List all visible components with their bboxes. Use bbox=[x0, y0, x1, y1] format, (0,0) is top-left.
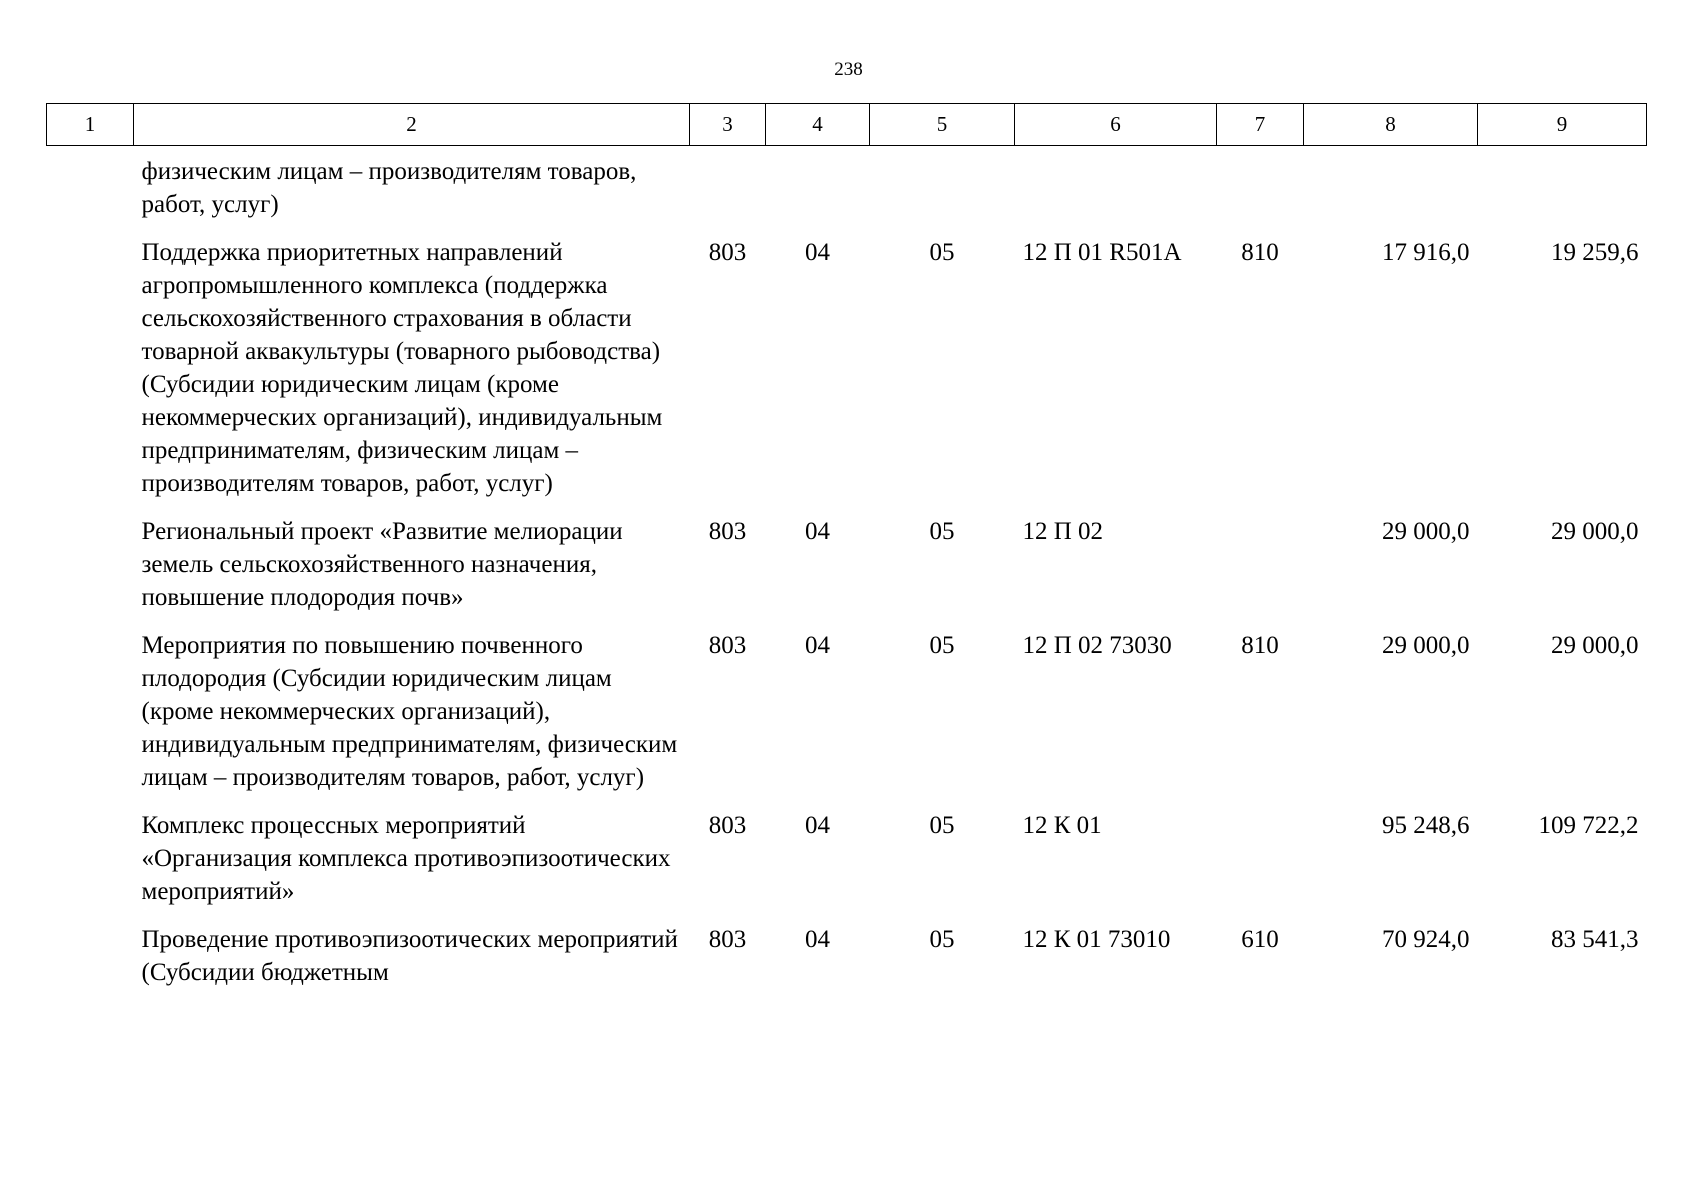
cell-subsection: 05 bbox=[929, 812, 955, 839]
cell-target-code bbox=[1015, 146, 1217, 237]
cell-col1 bbox=[47, 515, 134, 629]
cell-col1 bbox=[47, 809, 134, 923]
cell-grbs: 803 bbox=[708, 812, 747, 839]
table-row bbox=[47, 923, 1647, 1004]
cell-section: 04 bbox=[805, 812, 830, 839]
cell-amount-1: 29 000,0 bbox=[1382, 518, 1470, 545]
cell-section: 04 bbox=[805, 926, 830, 953]
cell-name: Региональный проект «Развитие мелиорации земель сельскохозяйственного назначения, повышение плодородия почв» bbox=[141, 518, 623, 611]
cell-amount-2: 19 259,6 bbox=[1551, 239, 1639, 266]
cell-grbs: 803 bbox=[708, 926, 747, 953]
cell-name: Поддержка приоритетных направлений агропромышленного комплекса (поддержка сельскохозяйственного страхования в области товарной аквакультуры (товарного рыбоводства) (Субсидии юридическим лицам (кроме некоммерческих организаций), индивидуальным предпринимателям, физическим лицам – производителям товаров, работ, услуг) bbox=[141, 239, 663, 497]
page-number: 238 bbox=[834, 59, 863, 80]
cell-amount-2: 29 000,0 bbox=[1551, 518, 1639, 545]
cell-subsection: 05 bbox=[929, 518, 955, 545]
cell-name: Проведение противоэпизоотических мероприятий (Субсидии бюджетным bbox=[141, 926, 678, 986]
cell-target-code: 12 К 01 bbox=[1022, 812, 1102, 839]
cell-amount-2: 109 722,2 bbox=[1538, 812, 1639, 839]
cell-section: 04 bbox=[805, 239, 830, 266]
cell-expense-type: 810 bbox=[1241, 239, 1279, 266]
cell-amount-1: 70 924,0 bbox=[1382, 926, 1470, 953]
cell-col1 bbox=[47, 923, 134, 1004]
column-header: 1 bbox=[47, 104, 134, 146]
column-header: 6 bbox=[1015, 104, 1217, 146]
column-header: 5 bbox=[870, 104, 1015, 146]
cell-col1 bbox=[47, 629, 134, 809]
cell-name: Мероприятия по повышению почвенного плодородия (Субсидии юридическим лицам (кроме некоммерческих организаций), индивидуальным предпринимателям, физическим лицам – производителям товаров, работ, услуг) bbox=[141, 632, 678, 791]
cell-expense-type: 810 bbox=[1241, 632, 1279, 659]
cell-subsection bbox=[870, 146, 1015, 237]
cell-expense-type bbox=[1217, 146, 1304, 237]
column-header: 8 bbox=[1304, 104, 1478, 146]
cell-amount-2 bbox=[1478, 146, 1647, 237]
cell-subsection: 05 bbox=[929, 632, 955, 659]
cell-expense-type bbox=[1217, 515, 1304, 629]
cell-col1 bbox=[47, 146, 134, 237]
cell-section: 04 bbox=[805, 518, 830, 545]
cell-grbs bbox=[690, 146, 766, 237]
budget-table bbox=[46, 103, 1647, 1004]
cell-section: 04 bbox=[805, 632, 830, 659]
column-header: 3 bbox=[690, 104, 766, 146]
cell-name: физическим лицам – производителям товаров, работ, услуг) bbox=[141, 158, 637, 218]
cell-subsection: 05 bbox=[929, 926, 955, 953]
cell-target-code: 12 П 02 bbox=[1022, 518, 1104, 545]
table-row bbox=[47, 629, 1647, 809]
cell-amount-1 bbox=[1304, 146, 1478, 237]
cell-section bbox=[766, 146, 870, 237]
cell-expense-type bbox=[1217, 809, 1304, 923]
cell-col1 bbox=[47, 236, 134, 515]
cell-expense-type: 610 bbox=[1241, 926, 1279, 953]
column-header: 2 bbox=[134, 104, 690, 146]
column-header: 9 bbox=[1478, 104, 1647, 146]
cell-grbs: 803 bbox=[708, 632, 747, 659]
cell-target-code: 12 П 02 73030 bbox=[1022, 632, 1172, 659]
cell-amount-1: 95 248,6 bbox=[1382, 812, 1470, 839]
table-row bbox=[47, 236, 1647, 515]
cell-target-code: 12 К 01 73010 bbox=[1022, 926, 1171, 953]
cell-grbs: 803 bbox=[708, 239, 747, 266]
cell-grbs: 803 bbox=[708, 518, 747, 545]
table-row bbox=[47, 146, 1647, 237]
cell-subsection: 05 bbox=[929, 239, 955, 266]
column-number-header bbox=[47, 104, 1647, 146]
table-row bbox=[47, 515, 1647, 629]
cell-amount-1: 17 916,0 bbox=[1382, 239, 1470, 266]
cell-name: Комплекс процессных мероприятий «Организация комплекса противоэпизоотических мероприятий» bbox=[141, 812, 671, 905]
column-header: 4 bbox=[766, 104, 870, 146]
cell-amount-1: 29 000,0 bbox=[1382, 632, 1470, 659]
cell-amount-2: 29 000,0 bbox=[1551, 632, 1639, 659]
cell-target-code: 12 П 01 R501A bbox=[1022, 239, 1182, 266]
cell-amount-2: 83 541,3 bbox=[1551, 926, 1639, 953]
table-row bbox=[47, 809, 1647, 923]
column-header: 7 bbox=[1217, 104, 1304, 146]
